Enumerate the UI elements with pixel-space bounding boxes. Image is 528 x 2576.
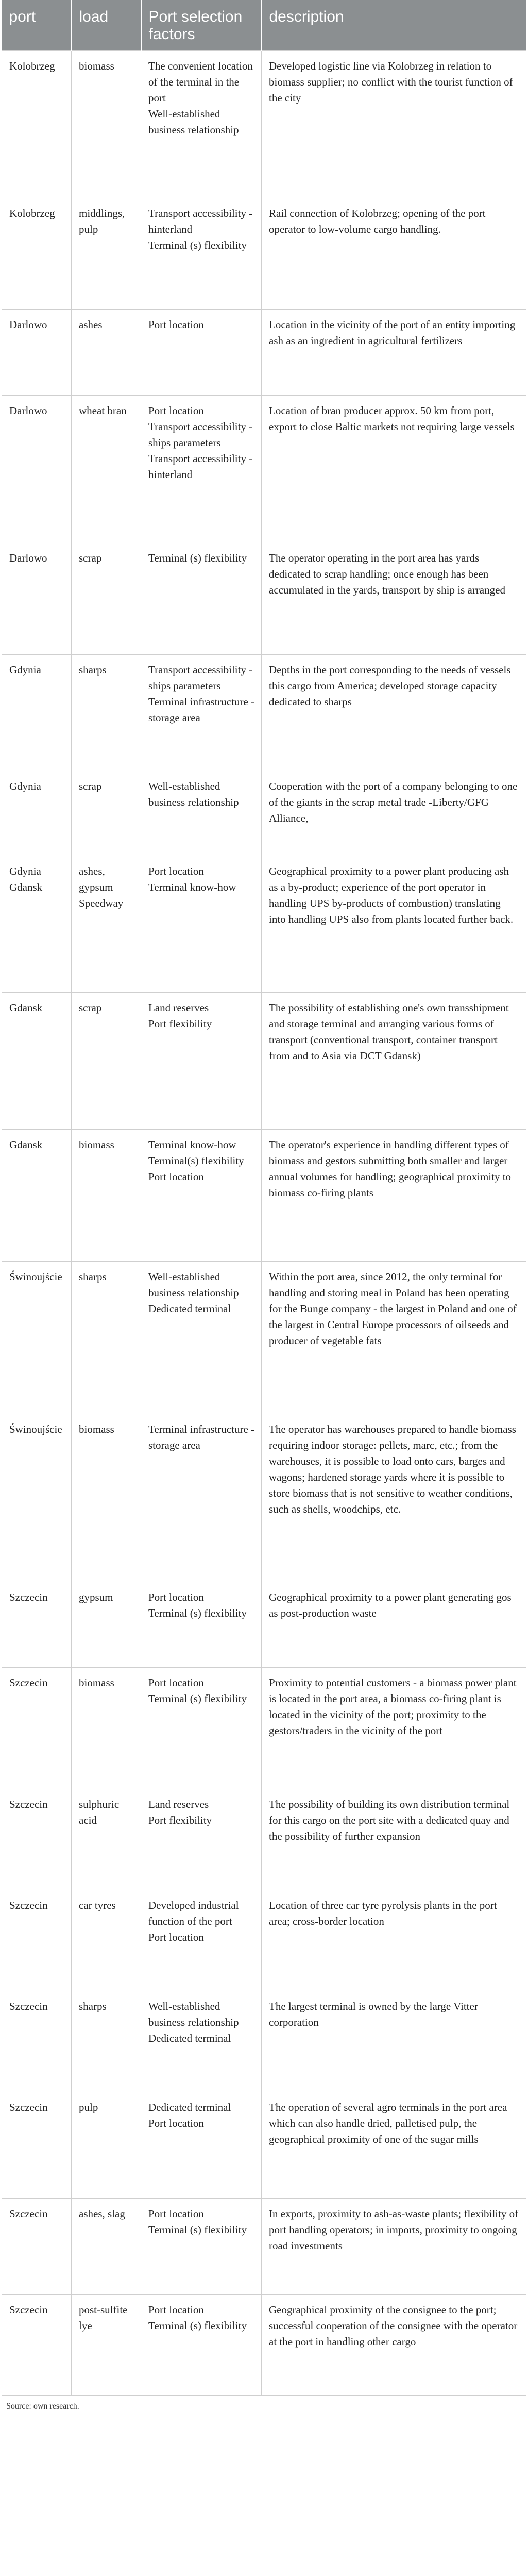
table-header (2, 0, 526, 51)
cell-factors: Port location Terminal know-how (141, 856, 262, 993)
cell-description: The operator has warehouses prepared to handle biomass requiring indoor storage: pellets, marc, etc.; from the warehouses, it is possible to load onto cars, barges and wagons; hardened storage yards where it is possible to store biomass that is not sensitive to weather conditions, such as shells, woodchips, etc. (262, 1414, 526, 1582)
header-row (2, 0, 526, 51)
cell-description: Location of three car tyre pyrolysis plants in the port area; cross-border location (262, 1890, 526, 1991)
cell-description: Geographical proximity of the consignee to the port; successful cooperation of the consignee with the operator at the port in handling other cargo (262, 2295, 526, 2396)
cell-factors: Port location Terminal (s) flexibility (141, 1668, 262, 1789)
cell-factors: Port location (141, 310, 262, 396)
cell-load: scrap (72, 993, 141, 1130)
cell-factors: Terminal (s) flexibility (141, 543, 262, 655)
table-row (2, 2295, 526, 2396)
cell-description: Depths in the port corresponding to the needs of vessels this cargo from America; developed storage capacity dedicated to sharps (262, 655, 526, 771)
cell-factors: Transport accessibility - hinterland Terminal (s) flexibility (141, 198, 262, 310)
cell-port: Świnoujście (2, 1262, 72, 1414)
table-row (2, 655, 526, 771)
table-row (2, 543, 526, 655)
table-row (2, 1668, 526, 1789)
header-port-selection-factors: Port selection factors (141, 0, 262, 51)
cell-description: In exports, proximity to ash-as-waste plants; flexibility of port handling operators; in imports, proximity to ongoing road investments (262, 2199, 526, 2295)
header-load: load (72, 0, 141, 51)
cell-description: The possibility of building its own distribution terminal for this cargo on the port site with a dedicated quay and the possibility of further expansion (262, 1789, 526, 1890)
cell-load: biomass (72, 51, 141, 198)
cell-port: Świnoujście (2, 1414, 72, 1582)
cell-port: Kolobrzeg (2, 51, 72, 198)
cell-load: scrap (72, 543, 141, 655)
cell-factors: Port location Terminal (s) flexibility (141, 2199, 262, 2295)
table-row (2, 1789, 526, 1890)
cell-load: wheat bran (72, 396, 141, 543)
table-row (2, 1414, 526, 1582)
cell-load: middlings, pulp (72, 198, 141, 310)
cell-description: Geographical proximity to a power plant producing ash as a by-product; experience of the port operator in handling UPS by-products of combustion) translating into handling UPS also from plants located further back. (262, 856, 526, 993)
cell-load: car tyres (72, 1890, 141, 1991)
cell-port: Gdynia Gdansk (2, 856, 72, 993)
table-row (2, 856, 526, 993)
cell-factors: Land reserves Port flexibility (141, 993, 262, 1130)
cell-description: The operator operating in the port area has yards dedicated to scrap handling; once enough has been accumulated in the yards, transport by ship is arranged (262, 543, 526, 655)
cell-load: gypsum (72, 1582, 141, 1668)
cell-port: Gdynia (2, 771, 72, 856)
table-row (2, 198, 526, 310)
cell-port: Szczecin (2, 1890, 72, 1991)
cell-description: Within the port area, since 2012, the only terminal for handling and storing meal in Poland has been operating for the Bunge company - the largest in Poland and one of the largest in Central Europe processors of oilseeds and producer of vegetable fats (262, 1262, 526, 1414)
cell-port: Gdynia (2, 655, 72, 771)
cell-factors: Port location Transport accessibility - ships parameters Transport accessibility - hinterland (141, 396, 262, 543)
cell-factors: Well-established business relationship (141, 771, 262, 856)
cell-port: Szczecin (2, 1668, 72, 1789)
cell-description: The operator's experience in handling different types of biomass and gestors submitting both smaller and larger annual volumes for handling; geographical proximity to biomass co-firing plants (262, 1130, 526, 1262)
cell-load: ashes, gypsum Speedway (72, 856, 141, 993)
cell-port: Szczecin (2, 1582, 72, 1668)
table-row (2, 2199, 526, 2295)
cell-factors: Well-established business relationship Dedicated terminal (141, 1262, 262, 1414)
table-row (2, 310, 526, 396)
cell-load: ashes, slag (72, 2199, 141, 2295)
table-body (2, 51, 526, 2396)
header-port: port (2, 0, 72, 51)
cell-factors: Developed industrial function of the port Port location (141, 1890, 262, 1991)
table-row (2, 51, 526, 198)
table-row (2, 771, 526, 856)
cell-port: Szczecin (2, 1789, 72, 1890)
table-row (2, 1130, 526, 1262)
table-row (2, 993, 526, 1130)
cell-factors: Dedicated terminal Port location (141, 2092, 262, 2199)
cell-description: Rail connection of Kolobrzeg; opening of the port operator to low-volume cargo handling. (262, 198, 526, 310)
cell-load: biomass (72, 1668, 141, 1789)
cell-port: Szczecin (2, 1991, 72, 2092)
cell-description: The possibility of establishing one's own transshipment and storage terminal and arranging various forms of transport (conventional transport, container transport from and to Asia via DCT Gdansk) (262, 993, 526, 1130)
cell-load: sharps (72, 1262, 141, 1414)
cell-port: Kolobrzeg (2, 198, 72, 310)
table-row (2, 396, 526, 543)
table-row (2, 1262, 526, 1414)
port-selection-table (2, 0, 526, 2396)
cell-factors: Land reserves Port flexibility (141, 1789, 262, 1890)
cell-factors: Transport accessibility -ships parameters Terminal infrastructure - storage area (141, 655, 262, 771)
cell-port: Darlowo (2, 396, 72, 543)
cell-description: Location of bran producer approx. 50 km from port, export to close Baltic markets not requiring large vessels (262, 396, 526, 543)
cell-factors: Port location Terminal (s) flexibility (141, 2295, 262, 2396)
cell-load: sharps (72, 655, 141, 771)
table-row (2, 1890, 526, 1991)
cell-port: Szczecin (2, 2199, 72, 2295)
cell-description: The operation of several agro terminals in the port area which can also handle dried, palletised pulp, the geographical proximity of one of the sugar mills (262, 2092, 526, 2199)
cell-port: Gdansk (2, 993, 72, 1130)
cell-load: pulp (72, 2092, 141, 2199)
cell-description: Location in the vicinity of the port of an entity importing ash as an ingredient in agricultural fertilizers (262, 310, 526, 396)
cell-port: Darlowo (2, 543, 72, 655)
cell-load: ashes (72, 310, 141, 396)
cell-description: The largest terminal is owned by the large Vitter corporation (262, 1991, 526, 2092)
cell-factors: Port location Terminal (s) flexibility (141, 1582, 262, 1668)
cell-port: Darlowo (2, 310, 72, 396)
table-row (2, 1582, 526, 1668)
cell-port: Szczecin (2, 2092, 72, 2199)
cell-description: Cooperation with the port of a company belonging to one of the giants in the scrap metal trade -Liberty/GFG Alliance, (262, 771, 526, 856)
cell-load: post-sulfite lye (72, 2295, 141, 2396)
cell-load: scrap (72, 771, 141, 856)
cell-port: Szczecin (2, 2295, 72, 2396)
cell-description: Proximity to potential customers - a biomass power plant is located in the port area, a biomass co-firing plant is located in the vicinity of the port; proximity to the gestors/traders in the vicinity of the port (262, 1668, 526, 1789)
source-note: Source: own research. (6, 2402, 79, 2411)
cell-port: Gdansk (2, 1130, 72, 1262)
cell-load: biomass (72, 1414, 141, 1582)
cell-factors: Terminal infrastructure - storage area (141, 1414, 262, 1582)
cell-description: Developed logistic line via Kolobrzeg in relation to biomass supplier; no conflict with the tourist function of the city (262, 51, 526, 198)
cell-description: Geographical proximity to a power plant generating gos as post-production waste (262, 1582, 526, 1668)
cell-factors: Well-established business relationship Dedicated terminal (141, 1991, 262, 2092)
cell-load: sulphuric acid (72, 1789, 141, 1890)
cell-load: biomass (72, 1130, 141, 1262)
cell-load: sharps (72, 1991, 141, 2092)
table-row (2, 1991, 526, 2092)
header-description: description (262, 0, 526, 51)
table-row (2, 2092, 526, 2199)
cell-factors: Terminal know-how Terminal(s) flexibility Port location (141, 1130, 262, 1262)
cell-factors: The convenient location of the terminal in the port Well-established business relationship (141, 51, 262, 198)
